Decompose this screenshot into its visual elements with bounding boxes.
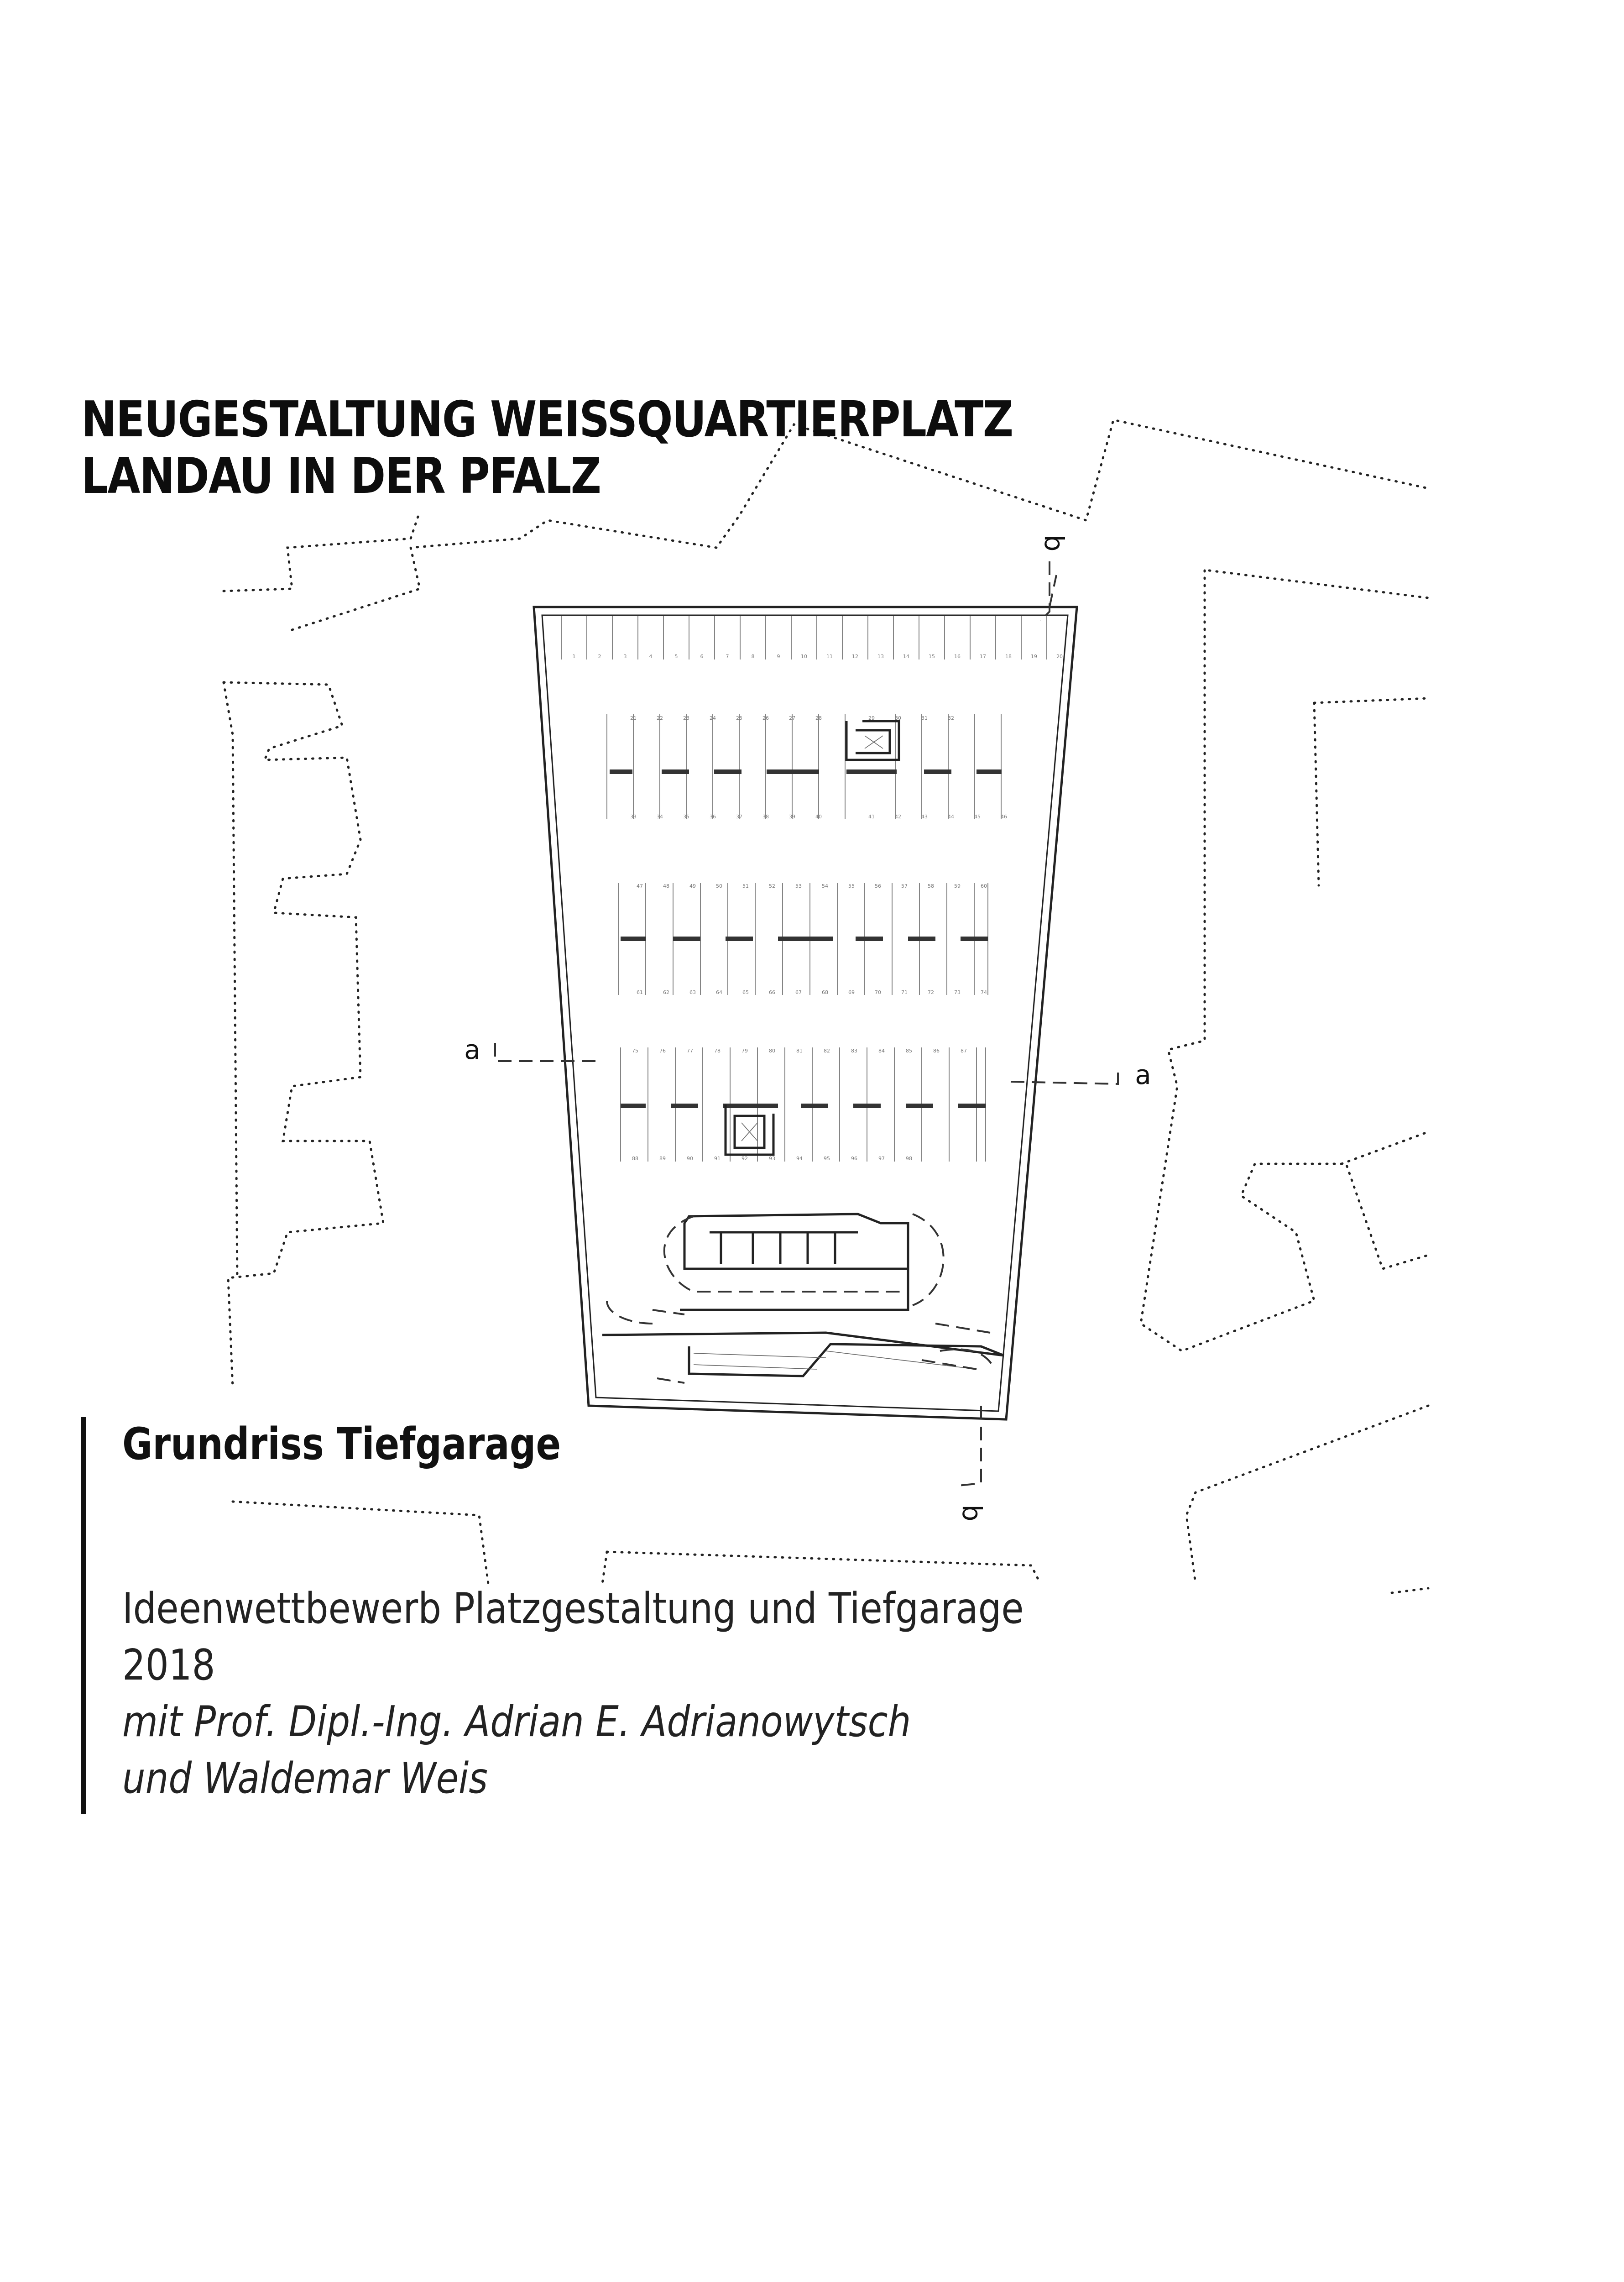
parking-stall-number: 21: [630, 715, 637, 721]
parking-stall-number: 79: [742, 1048, 748, 1054]
parking-stall-number: 18: [1005, 654, 1012, 659]
parking-stall-number: 95: [824, 1156, 830, 1162]
parking-stall-number: 36: [710, 814, 716, 820]
parking-stall-number: 23: [683, 715, 689, 721]
parking-stall-number: 35: [683, 814, 689, 820]
credits-collaborator-1: mit Prof. Dipl.-Ing. Adrian E. Adrianowytsch: [122, 1697, 911, 1746]
ramp-area: [602, 1214, 1004, 1383]
parking-stall-number: 32: [948, 715, 954, 721]
parking-stall-number: 98: [906, 1156, 912, 1162]
building-outline-bottom-right: [1186, 1406, 1428, 1593]
parking-stall-number: 34: [657, 814, 663, 820]
section-mark-b-top: b: [1039, 534, 1070, 552]
page-title-line-2: LANDAU IN DER PFALZ: [81, 448, 601, 505]
parking-stall-number: 38: [762, 814, 769, 820]
building-outline-left: [224, 682, 383, 1387]
parking-stall-number: 15: [929, 654, 935, 659]
parking-stall-number: 39: [789, 814, 795, 820]
parking-stall-number: 72: [928, 989, 934, 995]
parking-stall-number: 59: [954, 883, 961, 889]
parking-stall-number: 24: [710, 715, 716, 721]
parking-stall-number: 9: [777, 654, 780, 659]
building-outline-right-inner: [1314, 698, 1428, 1164]
parking-stall-number: 12: [852, 654, 858, 659]
accent-bar: [81, 1417, 86, 1814]
parking-stall-number: 92: [742, 1156, 748, 1162]
parking-stall-number: 22: [657, 715, 663, 721]
parking-stall-number: 52: [769, 883, 775, 889]
parking-stall-number: 46: [1001, 814, 1007, 820]
parking-stall-number: 14: [903, 654, 909, 659]
parking-stall-number: 62: [663, 989, 669, 995]
parking-stall-number: 87: [961, 1048, 967, 1054]
section-line-a-left: [495, 1043, 595, 1061]
surrounding-buildings: [224, 420, 1428, 1593]
parking-stall-number: 84: [878, 1048, 885, 1054]
parking-stall-number: 91: [714, 1156, 721, 1162]
parking-stall-number: 70: [875, 989, 881, 995]
parking-stall-number: 80: [769, 1048, 775, 1054]
parking-stall-number: 73: [954, 989, 961, 995]
parking-stall-number: 29: [868, 715, 875, 721]
parking-stall-number: 47: [637, 883, 643, 889]
page-title: [81, 392, 1013, 505]
project-credits: [122, 1580, 1024, 1806]
building-outline-right-top: [1209, 570, 1428, 598]
parking-stall-number: 8: [751, 654, 755, 659]
parking-stall-number: 11: [826, 654, 833, 659]
parking-stall-number: 94: [796, 1156, 803, 1162]
parking-stall-number: 88: [632, 1156, 638, 1162]
parking-stall-number: 28: [815, 715, 822, 721]
parking-stall-number: 10: [801, 654, 807, 659]
parking-stall-number: 44: [948, 814, 954, 820]
parking-stall-number: 19: [1031, 654, 1037, 659]
parking-block-1: [607, 714, 1002, 819]
parking-stall-number: 54: [822, 883, 828, 889]
credits-competition: Ideenwettbewerb Platzgestaltung und Tiefgarage: [122, 1584, 1024, 1633]
parking-stall-number: 6: [700, 654, 704, 659]
credits-year: 2018: [122, 1640, 215, 1690]
parking-stall-number: 64: [716, 989, 722, 995]
parking-stall-number: 7: [726, 654, 729, 659]
parking-top-row: [561, 616, 1047, 659]
parking-stall-number: 82: [824, 1048, 830, 1054]
credits-collaborator-2: und Waldemar Weis: [122, 1753, 488, 1803]
parking-stall-number: 43: [921, 814, 928, 820]
parking-stall-number: 3: [623, 654, 627, 659]
parking-stall-number: 20: [1056, 654, 1063, 659]
parking-block-2: [618, 883, 988, 995]
parking-stall-number: 81: [796, 1048, 803, 1054]
parking-stall-number: 42: [895, 814, 901, 820]
parking-stall-number: 63: [689, 989, 696, 995]
parking-stall-number: 66: [769, 989, 775, 995]
parking-stall-number: 90: [687, 1156, 693, 1162]
parking-stall-number: 17: [980, 654, 986, 659]
parking-stall-number: 33: [630, 814, 637, 820]
parking-stall-number: 74: [981, 989, 987, 995]
parking-stall-number: 93: [769, 1156, 775, 1162]
parking-stall-number: 61: [637, 989, 643, 995]
page-title-line-1: NEUGESTALTUNG WEISSQUARTIERPLATZ: [81, 391, 1013, 448]
section-mark-b-bottom: b: [956, 1504, 987, 1522]
parking-stall-number: 68: [822, 989, 828, 995]
parking-stall-number: 60: [981, 883, 987, 889]
parking-stall-number: 27: [789, 715, 795, 721]
parking-stall-number: 86: [933, 1048, 940, 1054]
parking-stall-number: 77: [687, 1048, 693, 1054]
parking-block-3: [621, 1047, 986, 1162]
parking-stall-number: 97: [878, 1156, 885, 1162]
parking-stall-number: 58: [928, 883, 934, 889]
parking-stall-number: 85: [906, 1048, 912, 1054]
parking-stall-number: 2: [598, 654, 601, 659]
parking-stall-number: 65: [742, 989, 749, 995]
parking-stall-number: 13: [877, 654, 884, 659]
parking-stall-number: 75: [632, 1048, 638, 1054]
parking-stall-number: 78: [714, 1048, 721, 1054]
parking-stall-number: 5: [674, 654, 678, 659]
parking-stall-number: 41: [868, 814, 875, 820]
parking-stall-number: 53: [795, 883, 802, 889]
section-mark-a-right: a: [1135, 1059, 1151, 1090]
plan-label: Grundriss Tiefgarage: [122, 1418, 561, 1470]
parking-stall-number: 30: [895, 715, 901, 721]
building-outline-bottom-left: [233, 1502, 1040, 1584]
building-outline-left-upper: [224, 511, 420, 591]
parking-stall-number: 83: [851, 1048, 857, 1054]
parking-stall-number: 49: [689, 883, 696, 889]
parking-stall-number: 25: [736, 715, 742, 721]
parking-stall-number: 26: [762, 715, 769, 721]
parking-stall-number: 71: [901, 989, 908, 995]
section-line-b-top: [1040, 561, 1056, 621]
garage-envelope: [534, 607, 1077, 1419]
parking-stall-number: 45: [974, 814, 981, 820]
parking-stall-number: 4: [649, 654, 653, 659]
parking-stall-number: 56: [875, 883, 881, 889]
parking-stall-number: 40: [815, 814, 822, 820]
stair-core-1: [846, 721, 899, 760]
building-outline-left-edge: [224, 682, 237, 1278]
parking-stall-number: 31: [921, 715, 928, 721]
parking-stall-number: 1: [572, 654, 576, 659]
parking-stall-number: 96: [851, 1156, 857, 1162]
section-lines: [495, 561, 1118, 1486]
parking-stall-number: 37: [736, 814, 742, 820]
building-outline-right: [1141, 570, 1428, 1351]
parking-stall-number: 69: [848, 989, 855, 995]
parking-stall-number: 16: [954, 654, 961, 659]
parking-stall-number: 57: [901, 883, 908, 889]
parking-stall-number: 76: [659, 1048, 666, 1054]
stair-core-2: [726, 1104, 773, 1155]
parking-stall-number: 67: [795, 989, 802, 995]
section-mark-a-left: a: [464, 1034, 480, 1065]
parking-stall-number: 51: [742, 883, 749, 889]
parking-stall-number: 55: [848, 883, 855, 889]
parking-stall-number: 89: [659, 1156, 666, 1162]
parking-stall-number: 48: [663, 883, 669, 889]
parking-stall-number: 50: [716, 883, 722, 889]
